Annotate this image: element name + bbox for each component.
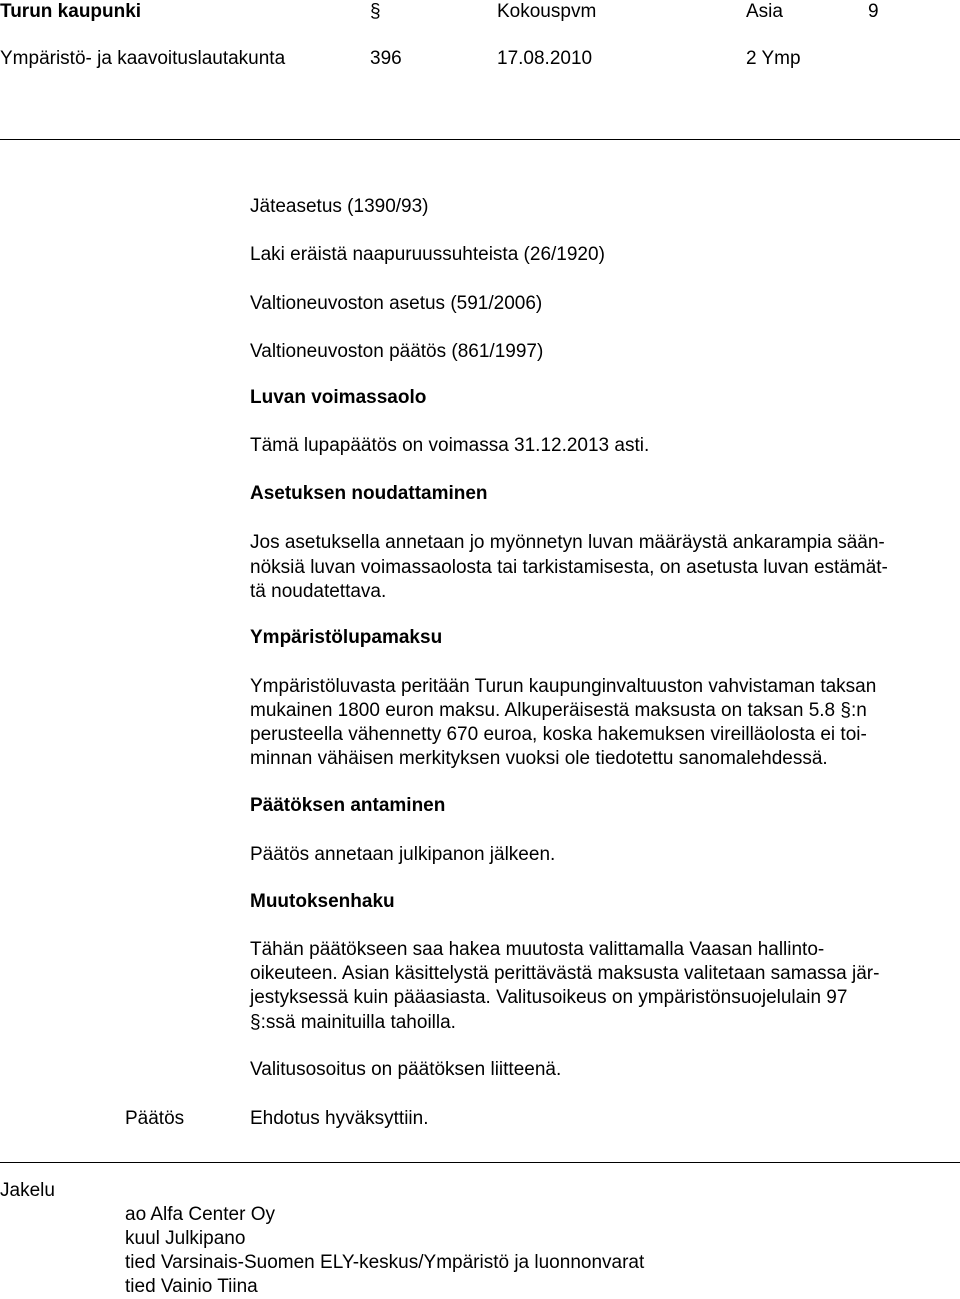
distribution-divider: [0, 1162, 960, 1163]
fee-line-text: mukainen 1800 euron maksu. Alkuperäisestä maksusta on taksan 5.8: [250, 700, 841, 721]
section-symbol-icon: §: [840, 700, 851, 721]
appeal-line: jestyksessä kuin pääasiasta. Valitusoikeus on ympäristönsuojelulain 97: [250, 987, 848, 1008]
paragraph-number: 396: [370, 48, 402, 69]
validity-heading: Luvan voimassaolo: [250, 387, 427, 408]
decision-label: Päätös: [125, 1108, 185, 1129]
compliance-line: tä noudatettava.: [250, 581, 387, 602]
compliance-heading: Asetuksen noudattaminen: [250, 483, 488, 504]
page-number: 9: [868, 1, 879, 22]
board-name: Ympäristö- ja kaavoituslautakunta: [0, 48, 286, 69]
item-number: 2 Ymp: [746, 48, 801, 69]
meeting-date-label: Kokouspvm: [497, 1, 597, 22]
header-divider: [0, 139, 960, 140]
meeting-date: 17.08.2010: [497, 48, 593, 69]
regulation-item: Valtioneuvoston asetus (591/2006): [250, 293, 543, 314]
appeal-line: Tähän päätökseen saa hakea muutosta valittamalla Vaasan hallinto-: [250, 939, 825, 960]
distribution-recipient: kuul Julkipano: [125, 1228, 246, 1249]
fee-line: Ympäristöluvasta peritään Turun kaupunginvaltuuston vahvistaman taksan: [250, 676, 877, 697]
section-symbol-icon: §: [250, 1012, 261, 1033]
fee-line: perusteella vähennetty 670 euroa, koska hakemuksen vireilläolosta ei toi-: [250, 724, 867, 745]
appeal-line-text: :ssä mainituilla tahoilla.: [260, 1012, 456, 1033]
issuance-heading: Päätöksen antaminen: [250, 795, 446, 816]
regulation-item: Valtioneuvoston päätös (861/1997): [250, 341, 544, 362]
compliance-line: nöksiä luvan voimassaolosta tai tarkistamisesta, on asetusta luvan estämät-: [250, 557, 888, 578]
fee-heading: Ympäristölupamaksu: [250, 627, 443, 648]
appeal-line: oikeuteen. Asian käsittelystä perittävästä maksusta valitetaan samassa jär-: [250, 963, 880, 984]
appeal-heading: Muutoksenhaku: [250, 891, 395, 912]
appeal-attachment-note: Valitusosoitus on päätöksen liitteenä.: [250, 1059, 562, 1080]
section-symbol-icon: §: [370, 1, 381, 22]
item-label: Asia: [746, 1, 783, 22]
issuance-text: Päätös annetaan julkipanon jälkeen.: [250, 844, 556, 865]
fee-line: [250, 699, 867, 723]
distribution-recipient: ao Alfa Center Oy: [125, 1204, 275, 1225]
distribution-recipient: tied Vainio Tiina: [125, 1276, 258, 1297]
appeal-line: [250, 1011, 456, 1035]
decision-text: Ehdotus hyväksyttiin.: [250, 1108, 429, 1129]
distribution-label: Jakelu: [0, 1180, 55, 1201]
regulation-item: Laki eräistä naapuruussuhteista (26/1920): [250, 244, 605, 265]
org-name: Turun kaupunki: [0, 1, 142, 22]
compliance-line: Jos asetuksella annetaan jo myönnetyn luvan määräystä ankarampia sään-: [250, 532, 885, 553]
fee-line: minnan vähäisen merkityksen vuoksi ole tiedotettu sanomalehdessä.: [250, 748, 828, 769]
distribution-recipient: tied Varsinais-Suomen ELY-keskus/Ympäristö ja luonnonvarat: [125, 1252, 645, 1273]
fee-line-suffix: :n: [850, 700, 867, 721]
validity-text: Tämä lupapäätös on voimassa 31.12.2013 asti.: [250, 435, 650, 456]
regulation-item: Jäteasetus (1390/93): [250, 196, 429, 217]
